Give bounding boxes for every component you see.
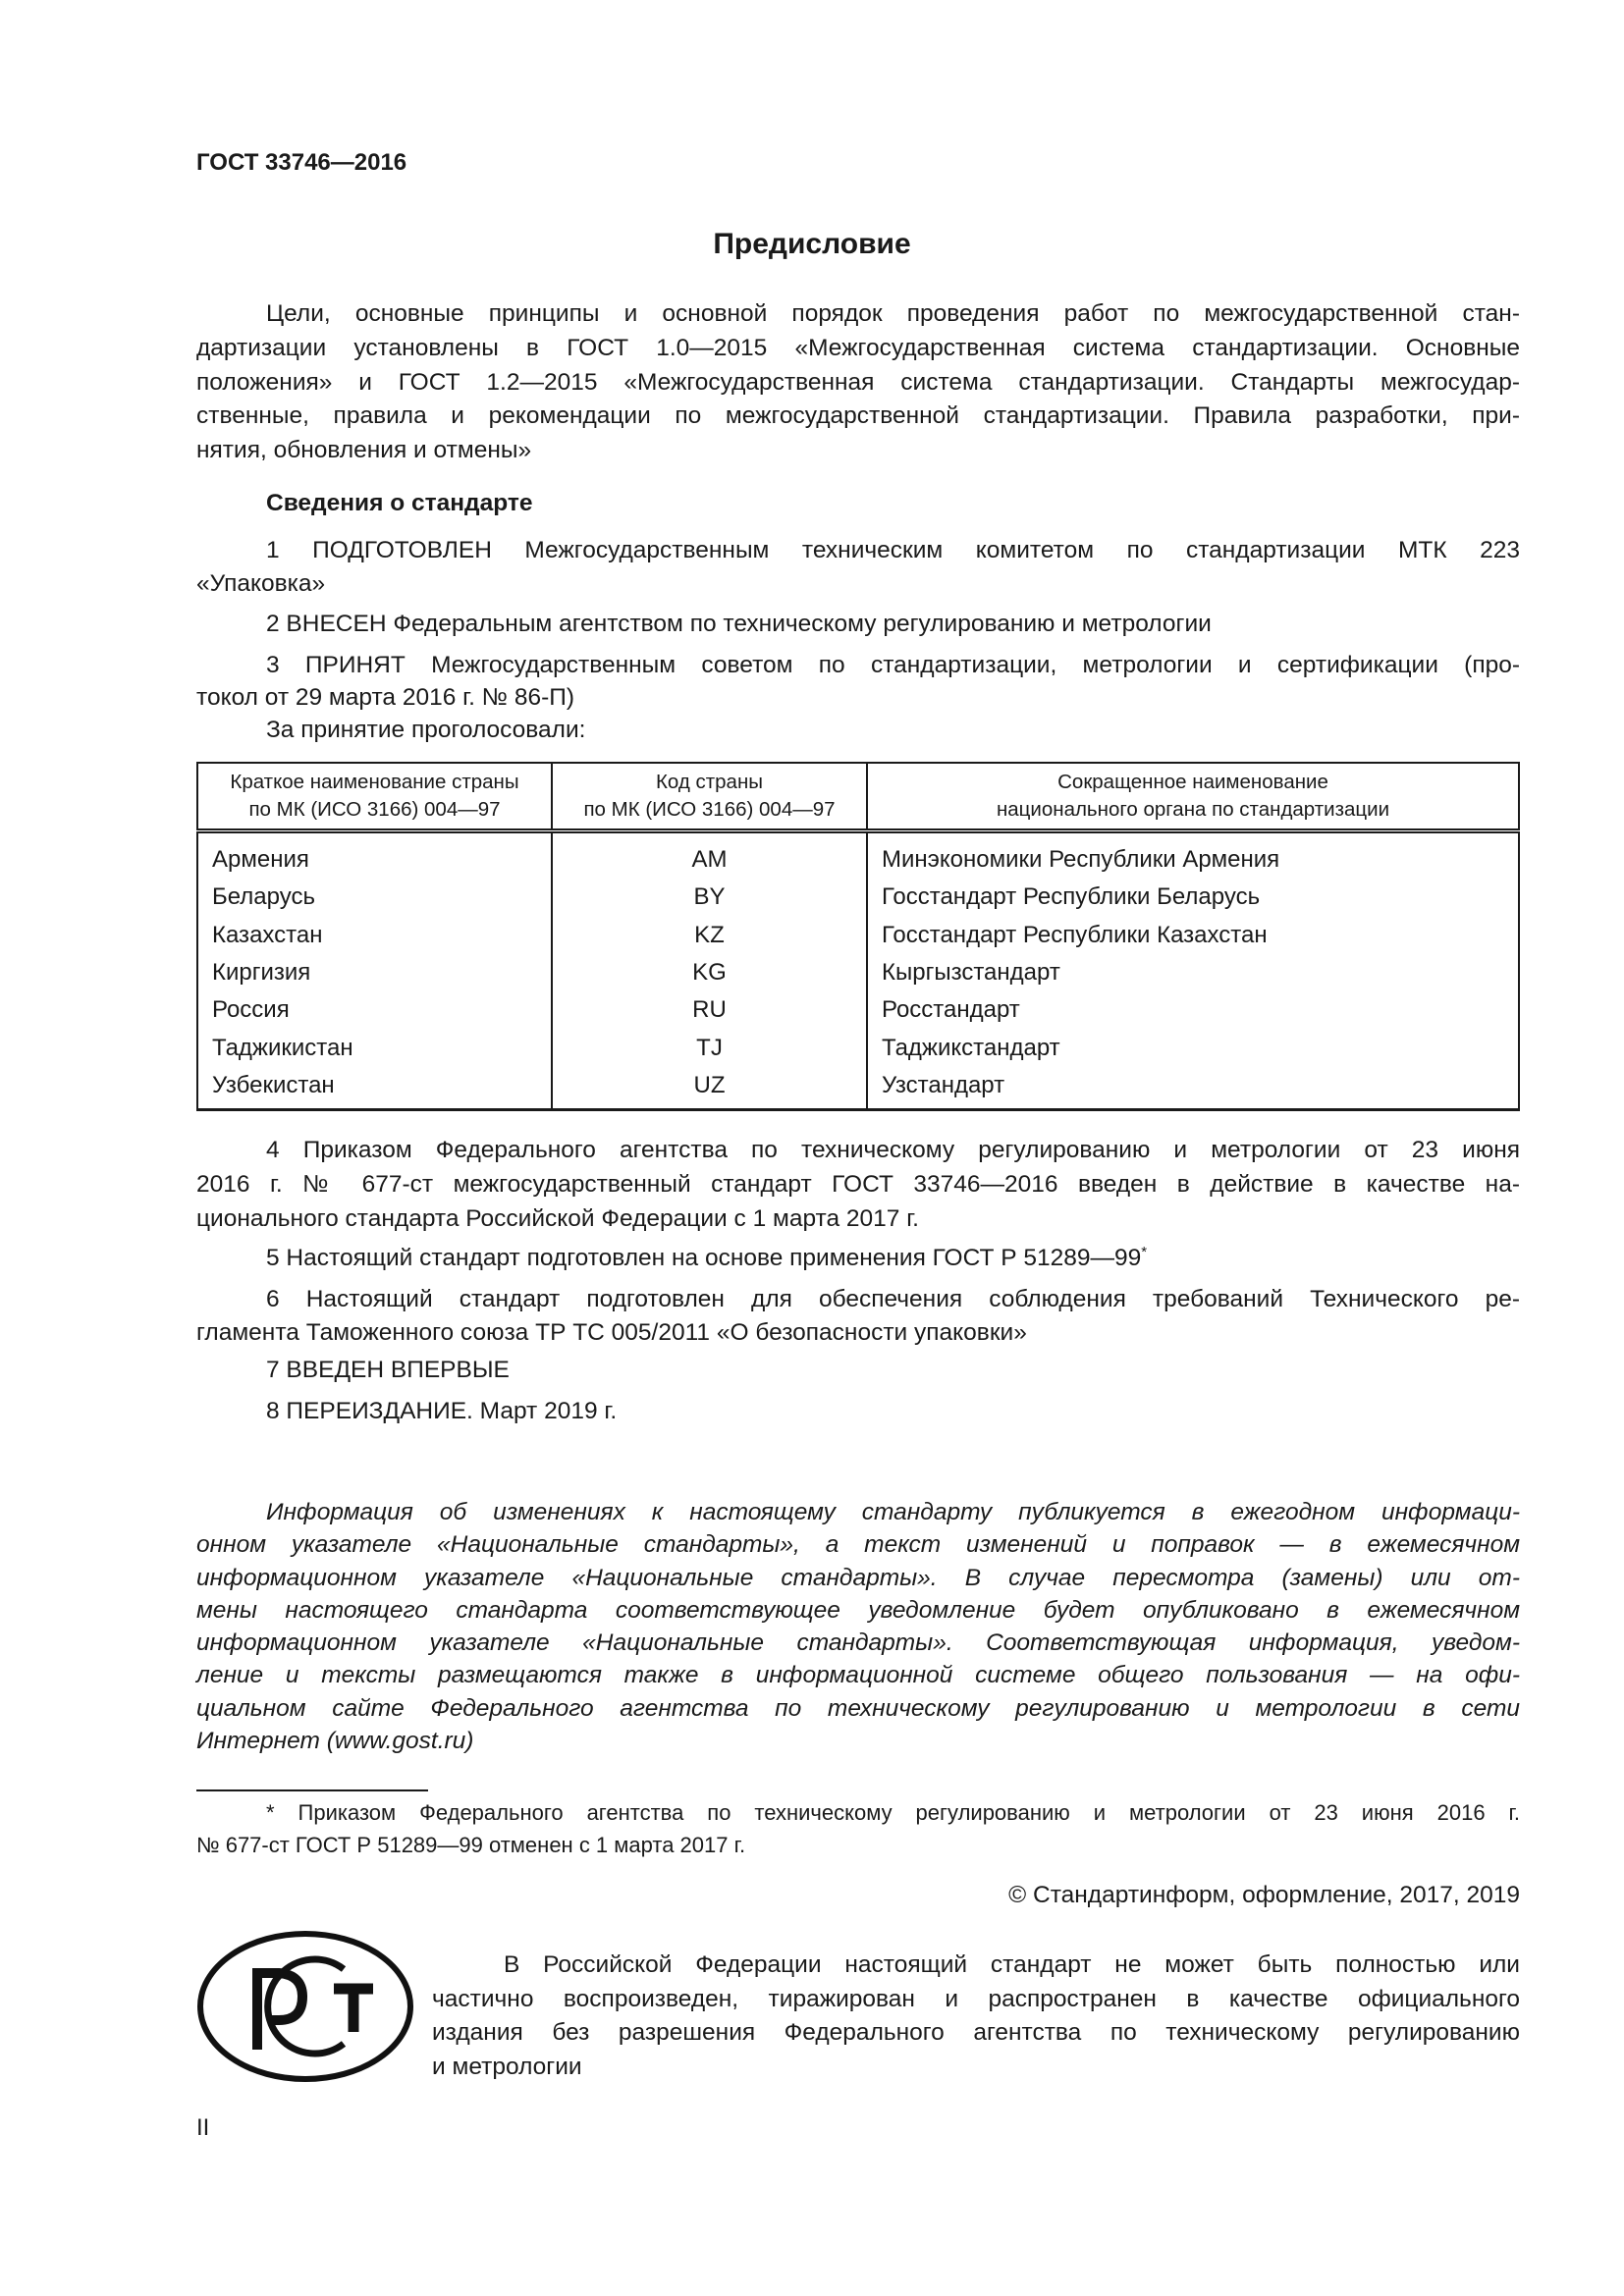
- text-line: 3 ПРИНЯТ Межгосударственным советом по стандартизации, метрологии и сертификации (про-: [266, 652, 1520, 678]
- col-header-country: Краткое наименование страны по МК (ИСО 3166) 004—97: [197, 763, 552, 831]
- intro-paragraph: [196, 297, 1520, 468]
- item-6: [196, 1283, 1520, 1350]
- cell-body: Росстандарт: [867, 991, 1519, 1029]
- notice-paragraph: [196, 1496, 1520, 1757]
- item-1: [196, 534, 1520, 601]
- cell-country: Узбекистан: [197, 1067, 552, 1110]
- text-line: 1 ПОДГОТОВЛЕН Межгосударственным техническим комитетом по стандартизации МТК 223: [266, 537, 1520, 563]
- text-line: информационном указателе «Национальные стандарты». В случае пересмотра (замены) или от-: [196, 1564, 1520, 1591]
- col-header-body: Сокращенное наименование национального органа по стандартизации: [867, 763, 1519, 831]
- section-heading: Сведения о стандарте: [266, 490, 533, 516]
- footnote-mark: *: [1141, 1243, 1148, 1260]
- cell-code: BY: [552, 879, 867, 916]
- table-row: [197, 917, 1519, 954]
- text-line: № 677-ст ГОСТ Р 51289—99 отменен с 1 марта 2017 г.: [196, 1833, 746, 1857]
- cell-body: Госстандарт Республики Беларусь: [867, 879, 1519, 916]
- text-line: ционального стандарта Российской Федерации с 1 марта 2017 г.: [196, 1205, 919, 1232]
- cell-country: Армения: [197, 831, 552, 880]
- table-row: [197, 1067, 1519, 1110]
- text-line: 4 Приказом Федерального агентства по техническому регулированию и метрологии от 23 июня: [266, 1137, 1520, 1163]
- item-8: 8 ПЕРЕИЗДАНИЕ. Март 2019 г.: [266, 1398, 618, 1424]
- text-line: гламента Таможенного союза ТР ТС 005/2011 «О безопасности упаковки»: [196, 1319, 1027, 1346]
- text-line: Интернет (www.gost.ru): [196, 1728, 474, 1755]
- legal-notice: [432, 1949, 1520, 2085]
- cell-country: Казахстан: [197, 917, 552, 954]
- cell-country: Беларусь: [197, 879, 552, 916]
- item-7: 7 ВВЕДЕН ВПЕРВЫЕ: [266, 1357, 510, 1383]
- item-4: [196, 1133, 1520, 1236]
- cell-code: RU: [552, 991, 867, 1029]
- table-row: [197, 1029, 1519, 1066]
- text-line: мены настоящего стандарта соответствующее уведомление будет опубликовано в ежемесячном: [196, 1596, 1520, 1624]
- rst-logo-icon: [196, 1930, 414, 2083]
- text-line: «Упаковка»: [196, 570, 326, 597]
- text-line: токол от 29 марта 2016 г. № 86-П): [196, 684, 575, 711]
- text-line: В Российской Федерации настоящий стандарт не может быть полностью или: [504, 1951, 1520, 1978]
- text-line: циальном сайте Федерального агентства по техническому регулированию и метрологии в сети: [196, 1694, 1520, 1722]
- text-line: ление и тексты размещаются также в информационной системе общего пользования — на офи-: [196, 1662, 1520, 1689]
- item-2: 2 ВНЕСЕН Федеральным агентством по техническому регулированию и метрологии: [266, 611, 1212, 637]
- table-row: [197, 831, 1519, 880]
- footnote: [196, 1796, 1520, 1861]
- table-row: [197, 879, 1519, 916]
- text-line: дартизации установлены в ГОСТ 1.0—2015 «Межгосударственная система стандартизации. Основные: [196, 334, 1520, 361]
- page-number: II: [196, 2114, 210, 2141]
- footnote-divider: [196, 1789, 428, 1791]
- text-line: 6 Настоящий стандарт подготовлен для обеспечения соблюдения требований Технического ре-: [266, 1286, 1520, 1312]
- text-line: 2016 г. № 677-ст межгосударственный стандарт ГОСТ 33746—2016 введен в действие в качестве на-: [196, 1171, 1520, 1198]
- voted-label: За принятие проголосовали:: [266, 717, 586, 743]
- cell-code: TJ: [552, 1029, 867, 1066]
- cell-body: Госстандарт Республики Казахстан: [867, 917, 1519, 954]
- text-line: положения» и ГОСТ 1.2—2015 «Межгосударственная система стандартизации. Стандарты межгосудар-: [196, 368, 1520, 396]
- text-line: нятия, обновления и отмены»: [196, 437, 532, 464]
- text-line: ственные, правила и рекомендации по межгосударственной стандартизации. Правила разработки, при-: [196, 402, 1520, 430]
- cell-body: Кыргызстандарт: [867, 954, 1519, 991]
- text-line: * Приказом Федерального агентства по техническому регулированию и метрологии от 23 июня 2016 г.: [266, 1800, 1520, 1825]
- text-line: онном указателе «Национальные стандарты», а текст изменений и поправок — в ежемесячном: [196, 1531, 1520, 1559]
- item-3: [196, 649, 1520, 746]
- table-row: [197, 991, 1519, 1029]
- cell-code: AM: [552, 831, 867, 880]
- cell-code: UZ: [552, 1067, 867, 1110]
- text-line: частично воспроизведен, тиражирован и распространен в качестве официального: [432, 1985, 1520, 2012]
- countries-table: [196, 762, 1520, 1111]
- cell-country: Россия: [197, 991, 552, 1029]
- text-line: информационном указателе «Национальные стандарты». Соответствующая информация, уведом-: [196, 1629, 1520, 1657]
- col-header-code: Код страны по МК (ИСО 3166) 004—97: [552, 763, 867, 831]
- table-header-row: [197, 763, 1519, 831]
- cell-code: KZ: [552, 917, 867, 954]
- text-line: Цели, основные принципы и основной порядок проведения работ по межгосударственной стан-: [266, 300, 1520, 327]
- text-line: Информация об изменениях к настоящему стандарту публикуется в ежегодном информаци-: [266, 1499, 1520, 1525]
- item-5: [196, 1242, 1590, 1275]
- text-line: и метрологии: [432, 2054, 582, 2081]
- text-line: 5 Настоящий стандарт подготовлен на основе применения ГОСТ Р 51289—99: [266, 1245, 1142, 1271]
- cell-country: Таджикистан: [197, 1029, 552, 1066]
- cell-body: Таджикстандарт: [867, 1029, 1519, 1066]
- page-title: Предисловие: [713, 228, 911, 260]
- document-header: ГОСТ 33746—2016: [196, 149, 407, 176]
- table-row: [197, 954, 1519, 991]
- cell-body: Минэкономики Республики Армения: [867, 831, 1519, 880]
- cell-body: Узстандарт: [867, 1067, 1519, 1110]
- text-line: издания без разрешения Федерального агентства по техническому регулированию: [432, 2019, 1520, 2047]
- cell-code: KG: [552, 954, 867, 991]
- copyright: © Стандартинформ, оформление, 2017, 2019: [1008, 1882, 1520, 1908]
- cell-country: Киргизия: [197, 954, 552, 991]
